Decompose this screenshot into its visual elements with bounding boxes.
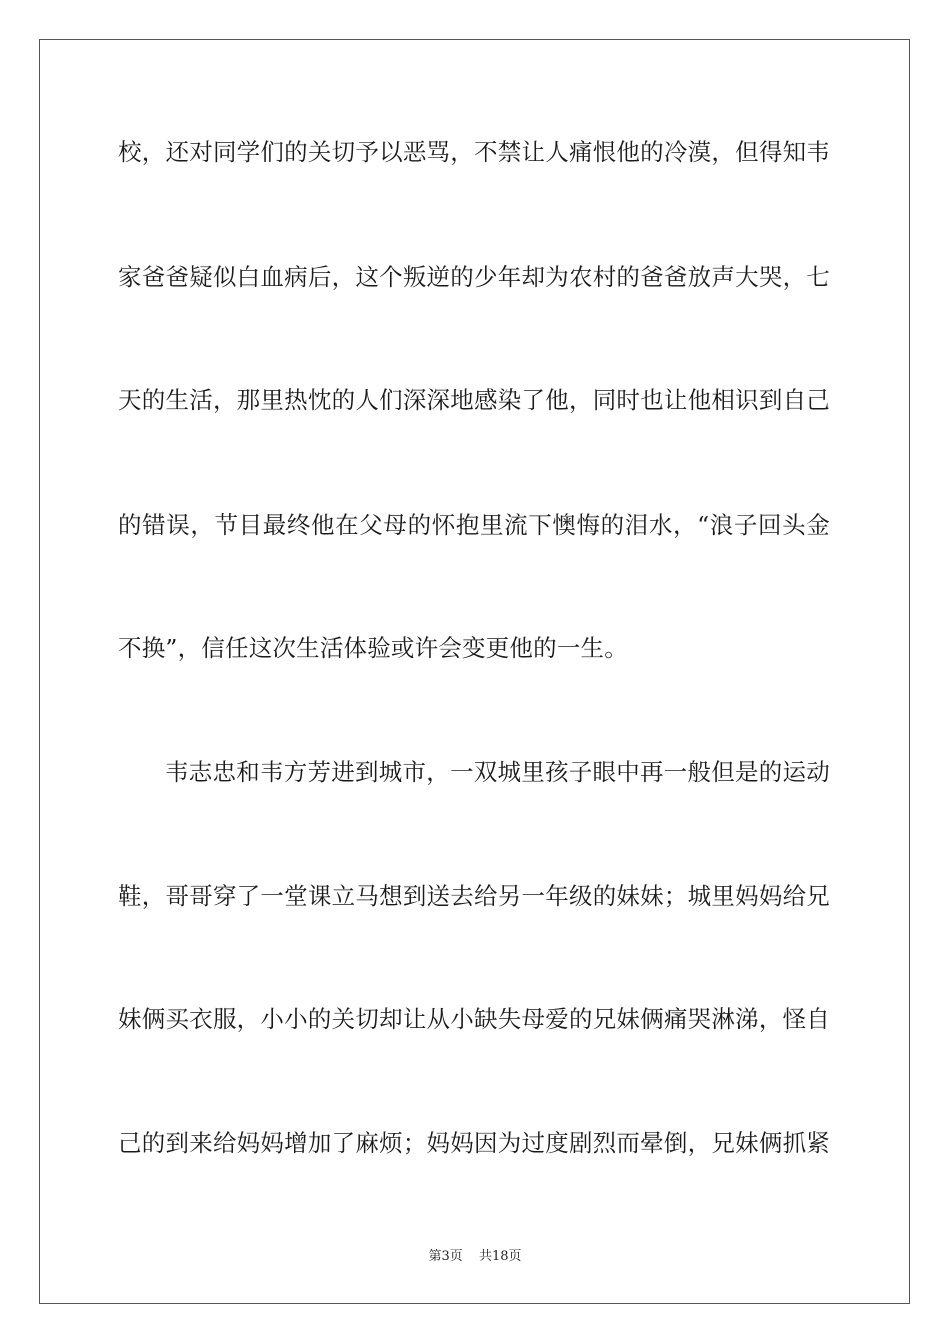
text-line: 不换”，信任这次生活体验或许会变更他的一生。 <box>118 634 628 662</box>
text-line: 鞋，哥哥穿了一堂课立马想到送去给另一年级的妹妹；城里妈妈给兄 <box>118 882 830 910</box>
text-line: 家爸爸疑似白血病后，这个叛逆的少年却为农村的爸爸放声大哭，七 <box>118 263 830 291</box>
page-total: 共18页 <box>478 1249 522 1264</box>
page-number: 第3页 <box>428 1249 463 1264</box>
text-line: 己的到来给妈妈增加了麻烦；妈妈因为过度剧烈而晕倒，兄妹俩抓紧 <box>118 1129 830 1157</box>
page-border <box>39 39 910 1304</box>
text-line: 妹俩买衣服，小小的关切却让从小缺失母爱的兄妹俩痛哭淋涕，怪自 <box>118 1005 830 1033</box>
text-line: 的错误，节目最终他在父母的怀抱里流下懊悔的泪水，“浪子回头金 <box>118 511 830 539</box>
text-line: 天的生活，那里热忱的人们深深地感染了他，同时也让他相识到自己 <box>118 386 830 414</box>
page-footer <box>0 1248 950 1266</box>
paragraph-start-line: 韦志忠和韦方芳进到城市，一双城里孩子眼中再一般但是的运动 <box>165 758 830 786</box>
text-line: 校，还对同学们的关切予以恶骂，不禁让人痛恨他的冷漠，但得知韦 <box>118 138 830 166</box>
